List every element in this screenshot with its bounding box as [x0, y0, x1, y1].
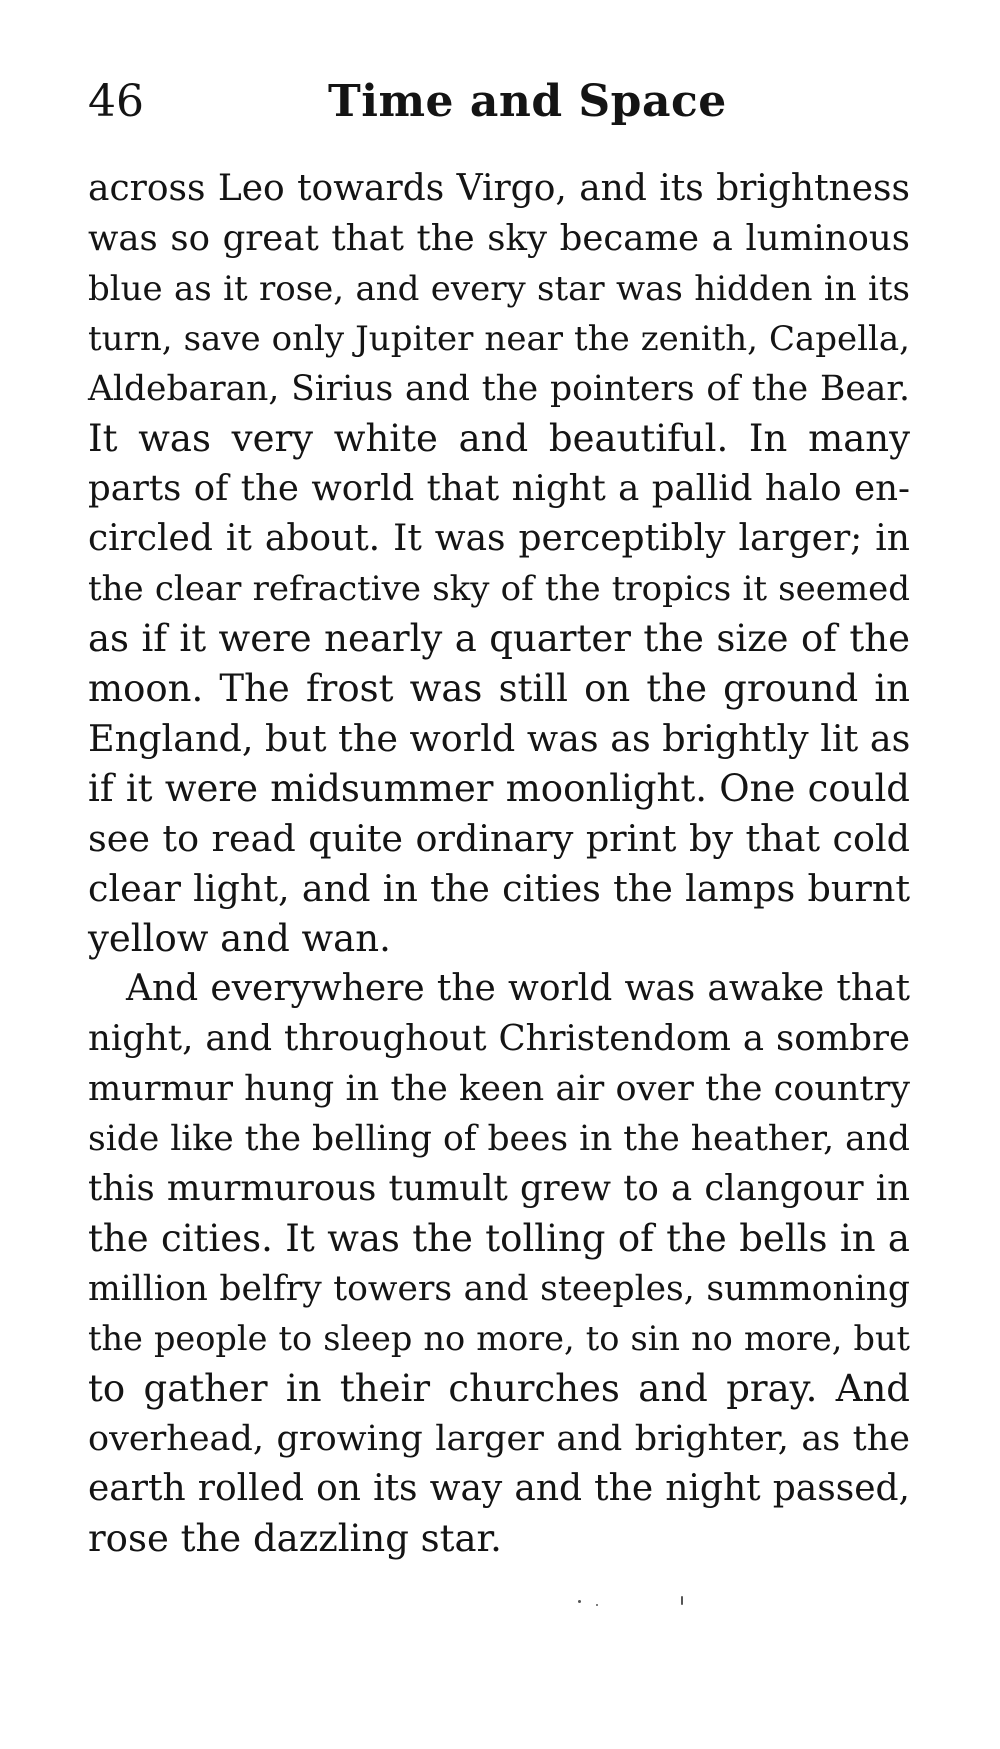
text-line: this murmurous tumult grew to a clangour in — [88, 1168, 910, 1209]
text-line: England, but the world was as brightly lit as — [88, 717, 911, 760]
text-line: the people to sleep no more, to sin no more, but — [88, 1319, 910, 1358]
text-line: the clear refractive sky of the tropics it seemed — [88, 569, 910, 609]
page-header — [88, 72, 908, 142]
text-line: And everywhere the world was awake that — [126, 968, 910, 1009]
page-number: 46 — [88, 76, 144, 127]
text-line: to gather in their churches and pray. And — [88, 1367, 910, 1410]
print-speck — [578, 1600, 581, 1603]
text-line: murmur hung in the keen air over the country — [88, 1069, 910, 1109]
text-line: was so great that the sky became a luminous — [88, 218, 910, 259]
text-line: It was very white and beautiful. In many — [88, 417, 910, 460]
text-line: clear light, and in the cities the lamps burnt — [88, 867, 910, 910]
text-line: blue as it rose, and every star was hidden in its — [88, 269, 910, 309]
text-line: if it were midsummer moonlight. One could — [88, 767, 910, 810]
body-text — [88, 164, 910, 1564]
text-line: yellow and wan. — [88, 917, 391, 960]
print-speck — [596, 1604, 598, 1606]
text-line: the cities. It was the tolling of the bells in a — [88, 1217, 910, 1260]
text-line: earth rolled on its way and the night passed, — [88, 1468, 910, 1509]
text-line: million belfry towers and steeples, summoning — [88, 1269, 910, 1309]
text-line: across Leo towards Virgo, and its brightness — [88, 168, 910, 209]
text-line: Aldebaran, Sirius and the pointers of the Bear. — [88, 369, 910, 409]
running-title: Time and Space — [328, 76, 727, 127]
text-line: turn, save only Jupiter near the zenith, Capella, — [88, 319, 910, 359]
text-line: see to read quite ordinary print by that cold — [88, 817, 910, 860]
text-line: rose the dazzling star. — [88, 1517, 502, 1560]
text-line: as if it were nearly a quarter the size of the — [88, 617, 910, 660]
paragraph-2 — [88, 964, 910, 1564]
print-speck — [681, 1596, 683, 1605]
text-line: night, and throughout Christendom a sombre — [88, 1018, 910, 1059]
text-line: parts of the world that night a pallid halo en- — [88, 468, 910, 509]
text-line: circled it about. It was perceptibly larger; in — [88, 518, 910, 559]
paragraph-1 — [88, 164, 910, 964]
text-line: overhead, growing larger and brighter, as the — [88, 1419, 910, 1459]
text-line: side like the belling of bees in the heather, and — [88, 1119, 910, 1159]
text-line: moon. The frost was still on the ground in — [88, 667, 910, 710]
